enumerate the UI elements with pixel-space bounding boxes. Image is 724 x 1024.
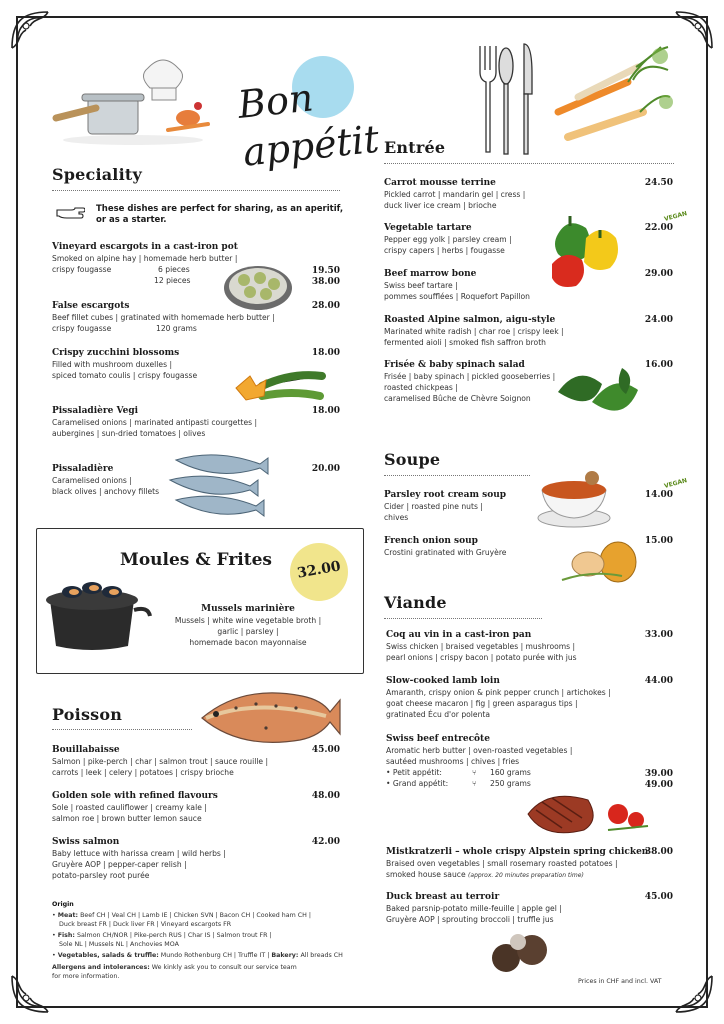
- vegan-badge: VEGAN: [663, 477, 688, 490]
- item-description: crispy capers | herbs | fougasse: [384, 246, 505, 255]
- item-description: sautéed mushrooms | chives | fries: [386, 757, 520, 766]
- origin-text: Beef CH | Veal CH | Lamb IE | Chicken SVN | Bacon CH | Cooked ham CH |: [80, 912, 312, 919]
- item-description: Frisée | baby spinach | pickled gooseberries |: [384, 372, 556, 381]
- menu-item: [52, 347, 197, 381]
- menu-item: [52, 790, 218, 824]
- option-label: • Petit appétit:: [386, 768, 442, 777]
- item-description: Swiss chicken | braised vegetables | mushrooms |: [386, 642, 576, 651]
- item-description: fermented aioli | smoked fish saffron broth: [384, 338, 546, 347]
- item-price: 45.00: [311, 745, 340, 755]
- origin-label: Bakery:: [271, 952, 299, 959]
- menu-item: [386, 891, 562, 925]
- item-price: 38.00: [311, 277, 340, 287]
- section-divider: [384, 618, 542, 619]
- origin-text: All breads CH: [300, 952, 343, 959]
- item-name: Bouillabaisse: [52, 745, 120, 755]
- entree-heading: Entrée: [384, 138, 446, 157]
- cutlery-icon: [474, 40, 540, 160]
- menu-item: [384, 359, 555, 404]
- menu-item: [52, 405, 257, 439]
- menu-item: [52, 836, 226, 881]
- onion-icon: [560, 530, 640, 586]
- menu-item: [384, 268, 530, 302]
- item-price: 24.50: [644, 178, 673, 188]
- item-name: Carrot mousse terrine: [384, 178, 496, 188]
- item-description: Baked parsnip-potato mille-feuille | apple gel |: [386, 904, 562, 913]
- item-price: 15.00: [644, 536, 673, 546]
- desc-text: smoked house sauce: [386, 870, 466, 879]
- item-price: 28.00: [311, 301, 340, 311]
- origin-label: Meat:: [57, 912, 79, 919]
- origin-label: Allergens and intolerances:: [52, 964, 150, 971]
- item-description: Swiss beef tartare |: [384, 281, 458, 290]
- section-divider: [52, 729, 192, 730]
- item-price: 42.00: [311, 837, 340, 847]
- item-description: gratinated Écu d'or polenta: [386, 710, 491, 719]
- desc-text: crispy fougasse: [52, 265, 112, 274]
- item-price: 19.50: [311, 266, 340, 276]
- item-name: French onion soup: [384, 536, 478, 546]
- item-name: Golden sole with refined flavours: [52, 791, 218, 801]
- portion-text: 12 pieces: [154, 276, 191, 285]
- item-description: duck liver ice cream | brioche: [384, 201, 497, 210]
- item-price: 45.00: [644, 892, 673, 902]
- item-name: Parsley root cream soup: [384, 490, 507, 500]
- intro-line: These dishes are perfect for sharing, as an aperitif,: [96, 204, 344, 214]
- menu-item: [52, 744, 268, 778]
- origin-text: We kinkly ask you to consult our service team: [151, 964, 297, 971]
- item-description: Pepper egg yolk | parsley cream |: [384, 235, 512, 244]
- portion-text: 6 pieces: [158, 265, 190, 274]
- origin-fish: • Fish: Salmon CH/NOR | Pike-perch RUS | Char IS | Salmon trout FR |: [52, 932, 272, 939]
- menu-item: [386, 675, 611, 720]
- item-description: Crostini gratinated with Gruyère: [384, 548, 507, 557]
- menu-item: [384, 222, 512, 256]
- menu-item: [386, 629, 577, 663]
- item-name: Pissaladière Vegi: [52, 406, 139, 416]
- item-description: Baby lettuce with harissa cream | wild herbs |: [52, 849, 226, 858]
- origin-text: Mundo Rothenburg CH | Truffle IT |: [160, 952, 270, 959]
- item-description: Smoked on alpine hay | homemade herb butter |: [52, 254, 238, 263]
- item-name: Coq au vin in a cast-iron pan: [386, 630, 532, 640]
- item-description: aubergines | sun-dried tomatoes | olives: [52, 429, 206, 438]
- item-description: Caramelised onions | marinated antipasti courgettes |: [52, 418, 258, 427]
- moules-price: 32.00: [296, 558, 342, 582]
- item-name: Crispy zucchini blossoms: [52, 348, 180, 358]
- portion-text: 160 grams: [490, 768, 531, 777]
- item-description: pearl onions | crispy bacon | potato purée with jus: [386, 653, 577, 662]
- corner-ornament-icon: [672, 8, 716, 52]
- menu-item: [52, 241, 342, 286]
- prices-note: Prices in CHF and incl. VAT: [578, 978, 662, 985]
- item-name: Vegetable tartare: [384, 223, 472, 233]
- origin-label: Vegetables, salads & truffle:: [57, 952, 159, 959]
- item-name: Duck breast au terroir: [386, 892, 500, 902]
- item-description: Sole | roasted cauliflower | creamy kale |: [52, 803, 207, 812]
- item-description: Salmon | pike-perch | char | salmon trout | sauce rouille |: [52, 757, 269, 766]
- item-name: Swiss salmon: [52, 837, 120, 847]
- item-price: 14.00: [644, 490, 673, 500]
- item-description: carrots | leek | celery | potatoes | crispy brioche: [52, 768, 234, 777]
- soup-bowl-icon: [534, 464, 616, 530]
- bell-peppers-icon: [548, 208, 624, 290]
- item-description: Caramelised onions |: [52, 476, 132, 485]
- item-description: Marinated white radish | char roe | crispy leek |: [384, 327, 564, 336]
- menu-item: [386, 733, 572, 789]
- anchovy-fish-icon: [166, 448, 270, 520]
- menu-item: [384, 314, 564, 348]
- kitchen-illustration-icon: [48, 48, 218, 148]
- item-description: pommes soufflées | Roquefort Papillon: [384, 292, 530, 301]
- item-description: chives: [384, 513, 409, 522]
- item-price: 44.00: [644, 676, 673, 686]
- item-price: 22.00: [644, 223, 673, 233]
- zucchini-blossom-icon: [232, 364, 326, 408]
- item-name: False escargots: [52, 301, 130, 311]
- fork-knife-icon: ⑂: [472, 768, 477, 777]
- menu-item: [386, 846, 648, 881]
- item-description: Gruyère AOP | pepper-caper relish |: [52, 860, 187, 869]
- moules-description: [168, 603, 328, 648]
- origin-text: Duck breast FR | Duck liver FR | Vineyard escargots FR: [59, 921, 232, 928]
- spinach-leaves-icon: [552, 362, 642, 430]
- intro-line: or as a starter.: [96, 215, 167, 225]
- item-description: Braised oven vegetables | small rosemary roasted potatoes |: [386, 859, 618, 868]
- item-description: spiced tomato coulis | crispy fougasse: [52, 371, 198, 380]
- portion-text: 120 grams: [156, 324, 197, 333]
- poisson-heading: Poisson: [52, 705, 123, 724]
- fork-knife-icon: ⑂: [472, 779, 477, 788]
- origin-text: for more information.: [52, 973, 120, 980]
- corner-ornament-icon: [8, 8, 52, 52]
- truffle-icon: [488, 928, 550, 976]
- item-description: [52, 323, 275, 334]
- corner-ornament-icon: [8, 972, 52, 1016]
- item-description: black olives | anchovy fillets: [52, 487, 160, 496]
- item-description: salmon roe | brown butter lemon sauce: [52, 814, 202, 823]
- steak-icon: [518, 784, 658, 840]
- item-name: Beef marrow bone: [384, 269, 477, 279]
- item-description: Mussels | white wine vegetable broth |: [174, 616, 322, 625]
- item-description: caramelised Bûche de Chèvre Soignon: [384, 394, 531, 403]
- item-name: Roasted Alpine salmon, aigu-style: [384, 315, 556, 325]
- origin-label: Fish:: [57, 932, 75, 939]
- moules-title: Moules & Frites: [120, 550, 272, 570]
- item-description: [386, 869, 648, 881]
- item-price: 18.00: [311, 406, 340, 416]
- item-price: 33.00: [644, 630, 673, 640]
- origin-text: Salmon CH/NOR | Pike-perch RUS | Char IS | Salmon trout FR |: [76, 932, 272, 939]
- item-name: Vineyard escargots in a cast-iron pot: [52, 242, 238, 252]
- item-description: Beef fillet cubes | gratinated with homemade herb butter |: [52, 313, 275, 322]
- item-description: goat cheese macaron | fig | green asparagus tips |: [386, 699, 578, 708]
- menu-item: [384, 489, 506, 523]
- section-divider: [384, 475, 530, 476]
- item-description: Amaranth, crispy onion & pink pepper crunch | artichokes |: [386, 688, 611, 697]
- item-description: Pickled carrot | mandarin gel | cress |: [384, 190, 526, 199]
- soupe-heading: Soupe: [384, 450, 441, 469]
- origin-veg: • Vegetables, salads & truffle: Mundo Rothenburg CH | Truffle IT | Bakery: All breads CH: [52, 952, 343, 959]
- item-price: 18.00: [311, 348, 340, 358]
- item-price: 29.00: [644, 269, 673, 279]
- item-description: homemade bacon mayonnaise: [189, 638, 307, 647]
- menu-item: [52, 300, 275, 334]
- item-price: 48.00: [311, 791, 340, 801]
- item-name: Frisée & baby spinach salad: [384, 360, 525, 370]
- item-description: garlic | parsley |: [217, 627, 279, 636]
- corner-ornament-icon: [672, 972, 716, 1016]
- item-name: Mussels marinière: [201, 604, 295, 614]
- origin-heading: Origin: [52, 901, 74, 908]
- prep-note: (approx. 20 minutes preparation time): [468, 872, 584, 879]
- option-label: • Grand appétit:: [386, 779, 449, 788]
- speciality-heading: Speciality: [52, 165, 142, 184]
- menu-item: [384, 177, 525, 211]
- item-name: Pissaladière: [52, 464, 114, 474]
- origin-text: Sole NL | Mussels NL | Anchovies MOA: [59, 941, 179, 948]
- origin-block: [52, 900, 343, 981]
- origin-meat: • Meat: Beef CH | Veal CH | Lamb IE | Chicken SVN | Bacon CH | Cooked ham CH |: [52, 912, 312, 919]
- speciality-intro: [96, 204, 343, 226]
- item-description: Cider | roasted pine nuts |: [384, 502, 483, 511]
- desc-text: crispy fougasse: [52, 324, 112, 333]
- section-divider: [52, 190, 340, 191]
- item-description: [52, 275, 342, 286]
- portion-text: 250 grams: [490, 779, 531, 788]
- viande-heading: Viande: [384, 593, 447, 612]
- item-description: Gruyère AOP | sprouting broccoli | truffle jus: [386, 915, 554, 924]
- item-name: Mistkratzerli – whole crispy Alpstein spring chicken: [386, 847, 649, 857]
- menu-item: [384, 535, 506, 558]
- item-price: 20.00: [311, 464, 340, 474]
- portion-option: [386, 767, 572, 778]
- item-name: Slow-cooked lamb loin: [386, 676, 500, 686]
- item-description: [52, 264, 342, 275]
- item-price: 49.00: [644, 780, 673, 790]
- item-price: 39.00: [644, 769, 673, 779]
- root-vegetables-icon: [548, 42, 678, 152]
- pointing-hand-icon: [55, 206, 85, 220]
- item-description: potato-parsley root purée: [52, 871, 150, 880]
- item-price: 16.00: [644, 360, 673, 370]
- vegan-badge: VEGAN: [663, 210, 688, 223]
- mussel-pot-icon: [42, 570, 152, 654]
- item-description: Aromatic herb butter | oven-roasted vegetables |: [386, 746, 573, 755]
- item-price: 38.00: [644, 847, 673, 857]
- page-title: Bon appétit: [235, 75, 382, 175]
- section-divider: [384, 163, 674, 164]
- allergens: [52, 963, 343, 972]
- menu-item: [52, 463, 159, 497]
- item-name: Swiss beef entrecôte: [386, 734, 490, 744]
- item-description: roasted chickpeas |: [384, 383, 458, 392]
- item-description: Filled with mushroom duxelles |: [52, 360, 172, 369]
- item-price: 24.00: [644, 315, 673, 325]
